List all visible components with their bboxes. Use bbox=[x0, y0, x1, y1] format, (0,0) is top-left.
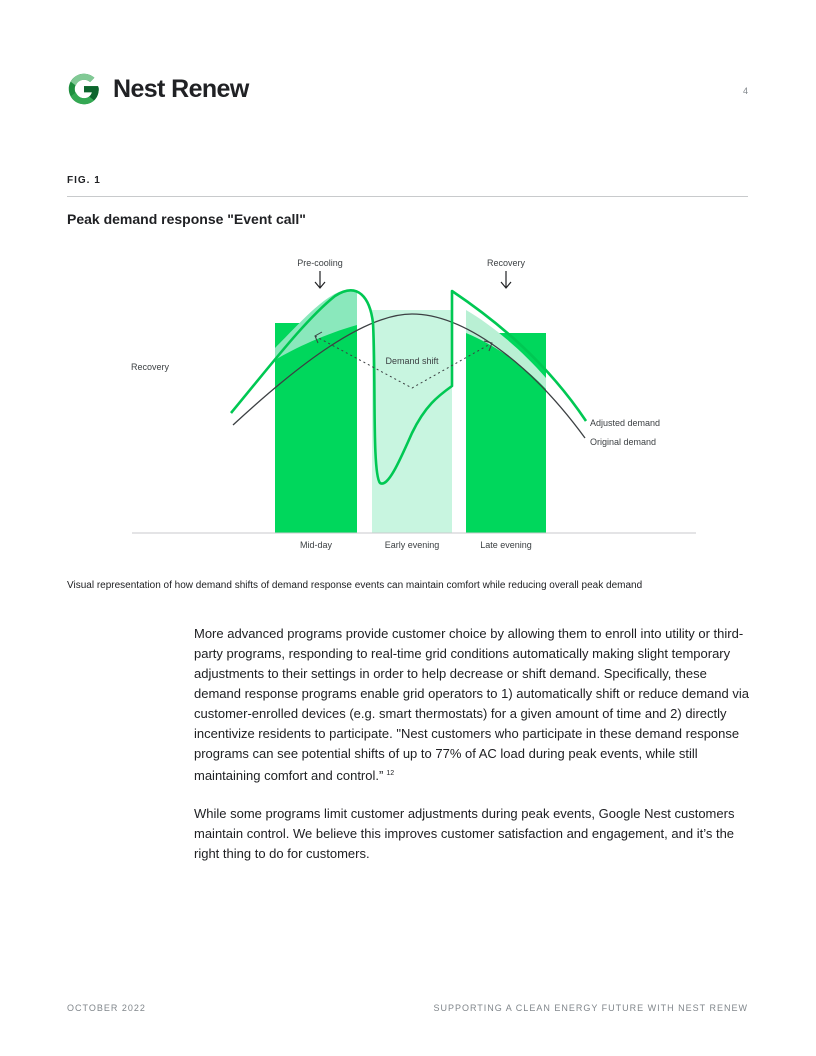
figure-label: FIG. 1 bbox=[67, 175, 101, 186]
brand-name: Nest Renew bbox=[113, 74, 249, 103]
paragraph-text: More advanced programs provide customer choice by allowing them to enroll into utility or third-party programs, responding to real-time grid conditions automatically making slight temporary adjustments to their settings in order to help decrease or shift demand. Specifically, these demand response programs enable grid operators to 1) automatically shift or reduce demand via customer-enrolled devices (e.g. smart thermostats) for a given amount of time and 2) directly incentivize residents to participate. "Nest customers who participate in these demand response programs can see potential shifts of up to 77% of AC load during peak events, while still maintaining comfort and control.” bbox=[194, 626, 749, 783]
band-early-evening bbox=[372, 310, 452, 533]
body-paragraph bbox=[194, 624, 754, 786]
annotation-demand-shift: Demand shift bbox=[385, 356, 439, 366]
category-late-evening: Late evening bbox=[480, 540, 532, 550]
bar-late-evening bbox=[466, 333, 546, 533]
footnote-ref: 12 bbox=[386, 770, 395, 777]
footer-date: OCTOBER 2022 bbox=[67, 1003, 146, 1013]
legend-original-demand: Original demand bbox=[590, 437, 657, 447]
google-g-icon bbox=[67, 72, 101, 106]
legend-adjusted-demand: Adjusted demand bbox=[590, 418, 661, 428]
category-mid-day: Mid-day bbox=[299, 540, 333, 550]
demand-response-chart bbox=[120, 248, 710, 558]
bar-mid-day bbox=[275, 323, 357, 533]
header bbox=[67, 72, 249, 106]
annotation-recovery-right: Recovery bbox=[486, 258, 526, 268]
page-number: 4 bbox=[742, 86, 748, 96]
annotation-recovery-left: Recovery bbox=[131, 362, 170, 372]
annotation-pre-cooling: Pre-cooling bbox=[297, 258, 343, 268]
footer-title: SUPPORTING A CLEAN ENERGY FUTURE WITH NEST RENEW bbox=[433, 1003, 748, 1013]
arrow-down-icon bbox=[501, 271, 511, 288]
divider bbox=[67, 196, 748, 197]
figure-title: Peak demand response "Event call" bbox=[67, 211, 306, 227]
category-early-evening: Early evening bbox=[384, 540, 440, 550]
body-paragraph: While some programs limit customer adjustments during peak events, Google Nest customers maintain control. We believe this improves customer satisfaction and engagement, and it’s the right thing to do for customers. bbox=[194, 806, 735, 861]
arrow-down-icon bbox=[315, 271, 325, 288]
figure-caption: Visual representation of how demand shifts of demand response events can maintain comfort while reducing overall peak demand bbox=[67, 580, 643, 591]
